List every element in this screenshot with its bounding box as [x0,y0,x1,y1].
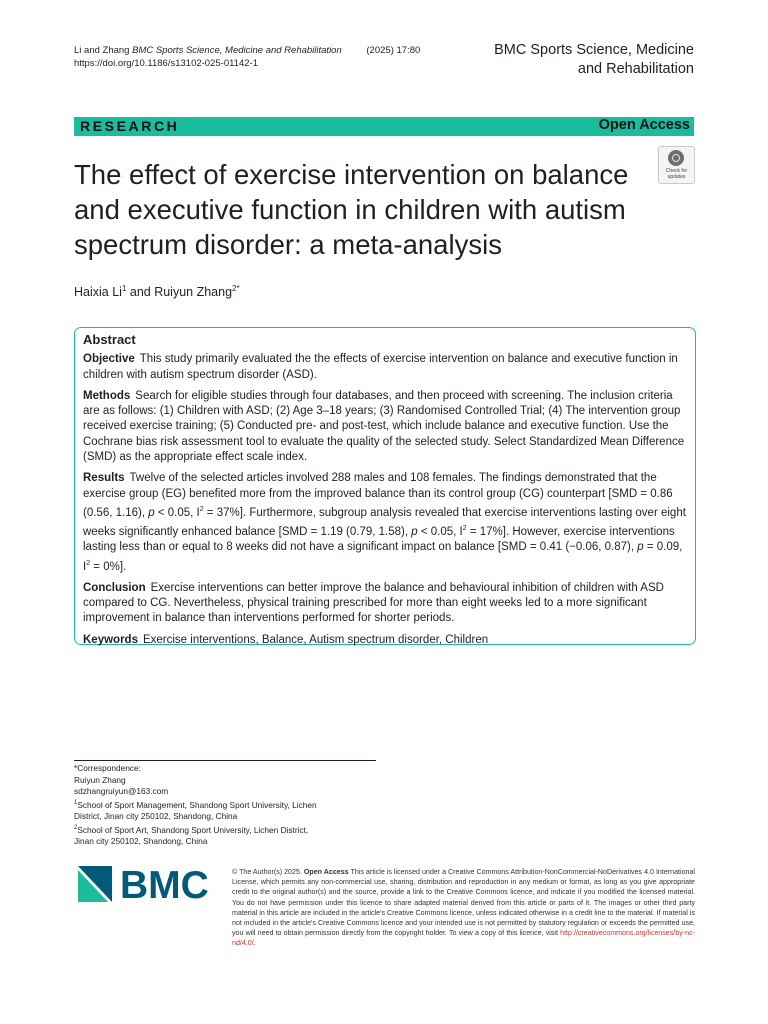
correspondence-name: Ruiyun Zhang [74,774,126,785]
citation-journal: BMC Sports Science, Medicine and Rehabilitation [132,45,342,56]
author-conjunction: and [126,285,155,300]
abstract-conclusion [83,581,687,627]
correspondence-label: *Correspondence: [74,763,141,773]
results-text-6: = 0.09, I [83,541,683,573]
abstract-keywords [83,633,687,648]
journal-name [494,41,694,79]
conclusion-label: Conclusion [83,581,146,594]
article-title: The effect of exercise intervention on balance and executive function in children with autism spectrum disorder: a meta-analysis [74,159,629,260]
correspondence-block [74,760,376,848]
objective-text: This study primarily evaluated the the effects of exercise intervention on balance and executive function in children with autism spectrum disorder (ASD). [83,353,678,381]
badge-text-line1: Check for [665,168,688,174]
methods-text: Search for eligible studies through four databases, and then proceed with screening. The inclusion criteria are as follows: (1) Children with ASD; (2) Age 3–18 years; (3) Randomised Controlled Trial; (4) The intervention group received exercise training; (5) Conducted pre- and post-test, which include balance and executive function. Use the Cochrane bias risk assessment tool to evaluate the quality of the selected study. Select Standardized Mean Difference (SMD) as the appropriate effect scale index. [83,389,685,464]
journal-name-line2: and Rehabilitation [577,61,694,77]
check-for-updates-badge[interactable] [658,146,695,184]
citation-authors: Li and Zhang [74,45,130,56]
open-access-notice: Open Access [303,868,349,876]
results-text-2: < 0.05, I [154,506,200,519]
author-2-affiliation: 2* [232,284,240,293]
results-text-7: = 0%]. [90,560,127,573]
author-1-affiliation: 1 [121,284,127,293]
results-p-1: p [148,506,155,519]
badge-text-line2: updates [667,174,686,180]
citation-year: (2025) 17:80 [366,45,421,56]
affiliation-2 [74,823,376,836]
author-2[interactable]: Ruiyun Zhang [154,285,233,300]
keywords-text: Exercise interventions, Balance, Autism spectrum disorder, Children [142,633,489,646]
affiliation-1-line1: School of Sport Management, Shandong Sport University, Lichen [77,799,317,810]
running-header [74,44,420,70]
results-p-2: p [411,525,418,538]
results-label: Results [83,472,125,485]
citation-line [74,44,420,57]
copyright-notice: © The Author(s) 2025. [232,868,302,876]
badge-text [659,168,694,180]
author-list [74,284,240,299]
results-text-4: < 0.05, I [417,525,463,538]
affiliation-1-number: 1 [74,799,78,806]
affiliation-2-cont: Jinan city 250102, Shandong, China [74,836,208,847]
section-band [74,117,694,136]
results-sup-1: 2 [199,505,204,513]
results-text-5: = 17%]. However, exercise interventions lasting less than or equal to 8 weeks did not have a significant impact on balance [SMD = 0.41 (−0.06, 0.87), [83,525,675,554]
abstract-box [74,327,696,645]
license-text: © The Author(s) 2025. Open Access This article is licensed under a Creative Commons Attribution-NonCommercial-NoDerivatives 4.0 International License, which permits any non-commercial use, sharing, distribution and reproduction in any medium or format, as long as you give appropriate credit to the original author(s) and the source, provide a link to the Creative Commons licence, and indicate if you modified the licensed material. You do not have permission under this licence to share adapted material derived from this article or parts of it. The images or other third party material in this article are included in the article's Creative Commons licence, unless indicated otherwise in a credit line to the material. If material is not included in the article's Creative Commons licence and your intended use is not permitted by statutory regulation or exceeds the permitted use, you will need to obtain permission directly from the copyright holder. To view a copy of this licence, visit http://creativecommons.org/licenses/by-nc-nd/4.0/. [232,868,695,948]
license-body: This article is licensed under a Creative Commons Attribution-NonCommercial-NoDerivatives 4.0 International License, which permits any non-commercial use, sharing, distribution and reproduction in any medium or format, as long as you give appropriate credit to the original author(s) and the source, provide a link to the Creative Commons licence, and indicate if you modified the licensed material. You do not have permission under this licence to share adapted material derived from this article or parts of it. The images or other third party material in this article are included in the article's Creative Commons licence, unless indicated otherwise in a credit line to the material. If material is not included in the article's Creative Commons licence and your intended use is not permitted by statutory regulation or exceeds the permitted use, you will need to obtain permission directly from the copyright holder. To view a copy of this licence, visit [232,868,695,938]
doi-link[interactable]: https://doi.org/10.1186/s13102-025-01142-1 [74,58,258,69]
abstract-methods [83,389,687,465]
bmc-logo-text: BMC [120,864,209,906]
objective-label: Objective [83,353,135,366]
results-text-3: = 37%]. Furthermore, subgroup analysis revealed that exercise interventions lasting over eight weeks significantly enhanced balance [SMD = 1.19 (0.79, 1.58), [83,506,686,538]
bmc-logo [76,862,216,906]
journal-name-line1: BMC Sports Science, Medicine [494,42,694,58]
license-link[interactable]: http://creativecommons.org/licenses/by-nc-nd/4.0/ [232,929,695,948]
correspondence-email[interactable]: sdzhangruiyun@163.com [74,786,169,797]
keywords-label: Keywords [83,633,138,646]
abstract-results [83,471,687,574]
abstract-heading: Abstract [83,332,136,347]
results-text-1: Twelve of the selected articles involved 288 males and 108 females. The findings demonstrated that the exercise group (EG) benefited more from the improved balance than its control group (CG) counterpart [SMD = 0.86 (0.56, 1.16), [83,472,673,519]
affiliation-1-cont: District, Jinan city 250102, Shandong, China [74,811,238,822]
affiliation-1 [74,798,376,811]
open-access-label: Open Access [598,117,690,133]
affiliation-2-line1: School of Sport Art, Shandong Sport University, Lichen District, [77,824,309,835]
section-label: RESEARCH [80,118,180,134]
results-sup-3: 2 [86,559,91,567]
update-icon [668,150,684,166]
author-1[interactable]: Haixia Li [74,285,122,300]
methods-label: Methods [83,389,131,402]
abstract-objective [83,352,687,383]
conclusion-text: Exercise interventions can better improve the balance and behavioural inhibition of children with ASD compared to CG. Nevertheless, physical training prescribed for more than eight weeks led to a more significant improvement in balance than interventions performed for shorter periods. [83,581,664,625]
results-sup-2: 2 [462,525,467,533]
affiliation-2-number: 2 [74,824,78,831]
results-p-3: p [637,541,644,554]
